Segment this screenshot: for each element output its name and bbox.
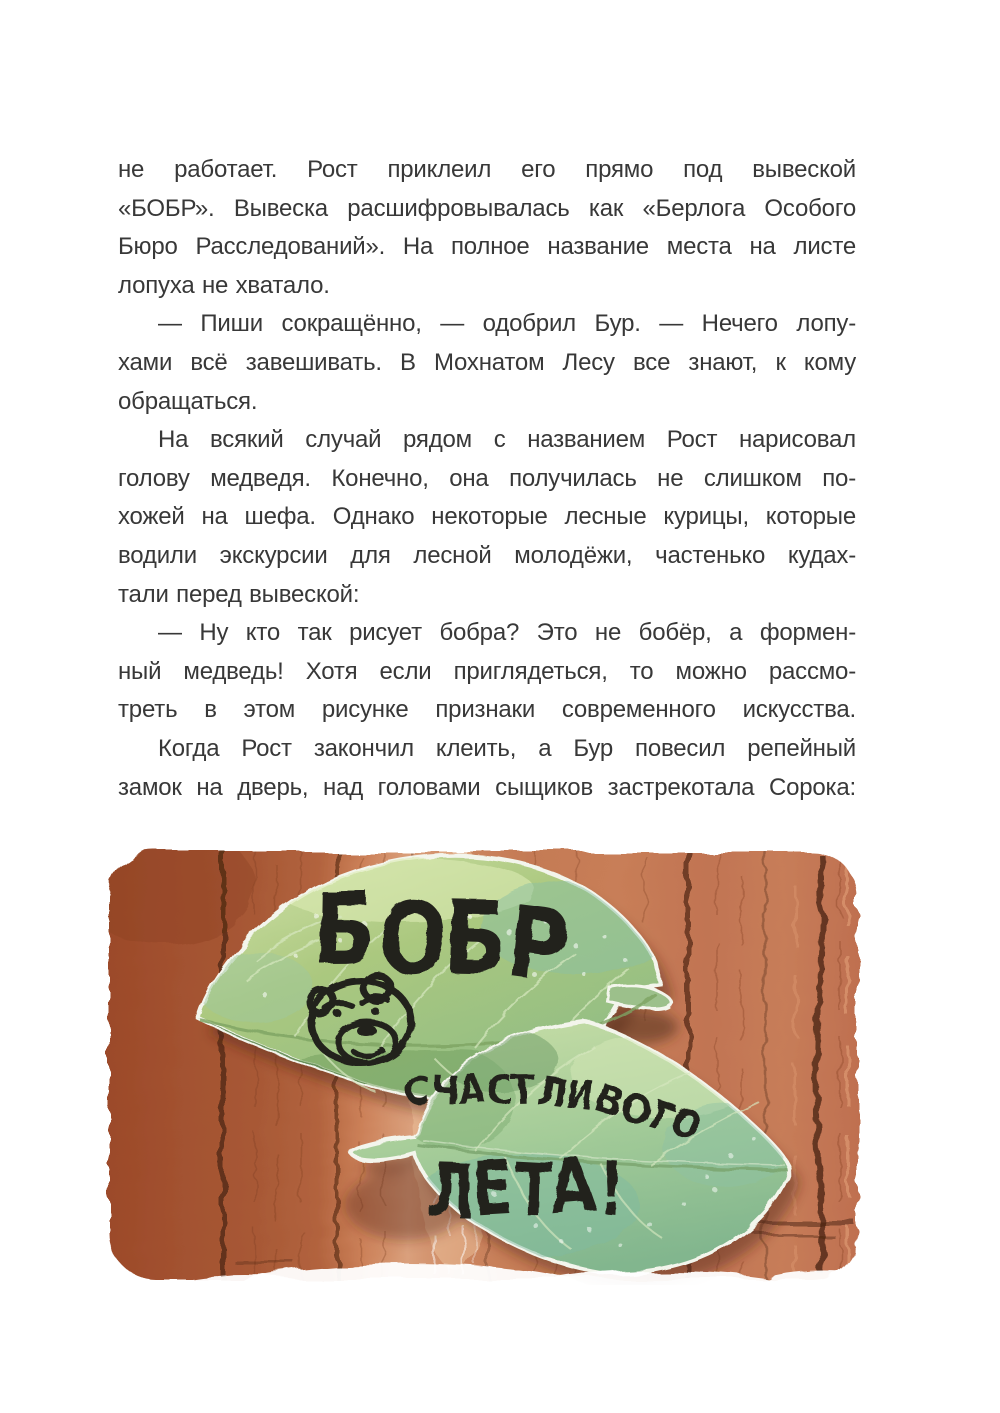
story-text-line: лопуха не хватало. bbox=[118, 271, 330, 299]
story-text-line: — Ну кто так рисует бобра? Это не бобёр, а формен- bbox=[158, 619, 856, 647]
story-text-line: обращаться. bbox=[118, 387, 258, 415]
story-text-line: — Пиши сокращённо, — одобрил Бур. — Нечего лопу- bbox=[158, 310, 856, 338]
leaf-greeting-line2: ЛЕТА! bbox=[426, 1141, 635, 1236]
story-text-line: замок на дверь, над головами сыщиков застрекотала Сорока: bbox=[118, 773, 856, 801]
story-text-line: хами всё завешивать. В Мохнатом Лесу все знают, к кому bbox=[118, 348, 856, 376]
leaf-sign-title: БОБР bbox=[312, 871, 589, 1008]
story-text-line: Бюро Расследований». На полное название места на листе bbox=[118, 233, 856, 261]
story-text-line: тали перед вывеской: bbox=[118, 580, 360, 608]
story-text-line: хожей на шефа. Однако некоторые лесные курицы, которые bbox=[118, 503, 856, 531]
story-text-line: голову медведя. Конечно, она получилась не слишком по- bbox=[118, 464, 856, 492]
story-text-block bbox=[118, 151, 856, 807]
story-text-line: треть в этом рисунке признаки современного искусства. bbox=[118, 696, 856, 724]
story-text-line: не работает. Рост приклеил его прямо под вывеской bbox=[118, 156, 856, 183]
story-text-line: ный медведь! Хотя если приглядеться, то можно рассмо- bbox=[118, 657, 856, 685]
story-text-line: Когда Рост закончил клеить, а Бур повесил репейный bbox=[158, 734, 856, 762]
story-text-line: водили экскурсии для лесной молодёжи, частенько кудах- bbox=[118, 541, 856, 569]
story-text-line: На всякий случай рядом с названием Рост нарисовал bbox=[158, 426, 856, 454]
leaf-sign-illustration bbox=[105, 845, 861, 1285]
leaf-greeting-line1: СЧАСТЛИВОГО bbox=[402, 1066, 710, 1151]
story-text-line: «БОБР». Вывеска расшифровывалась как «Берлога Особого bbox=[118, 194, 856, 222]
